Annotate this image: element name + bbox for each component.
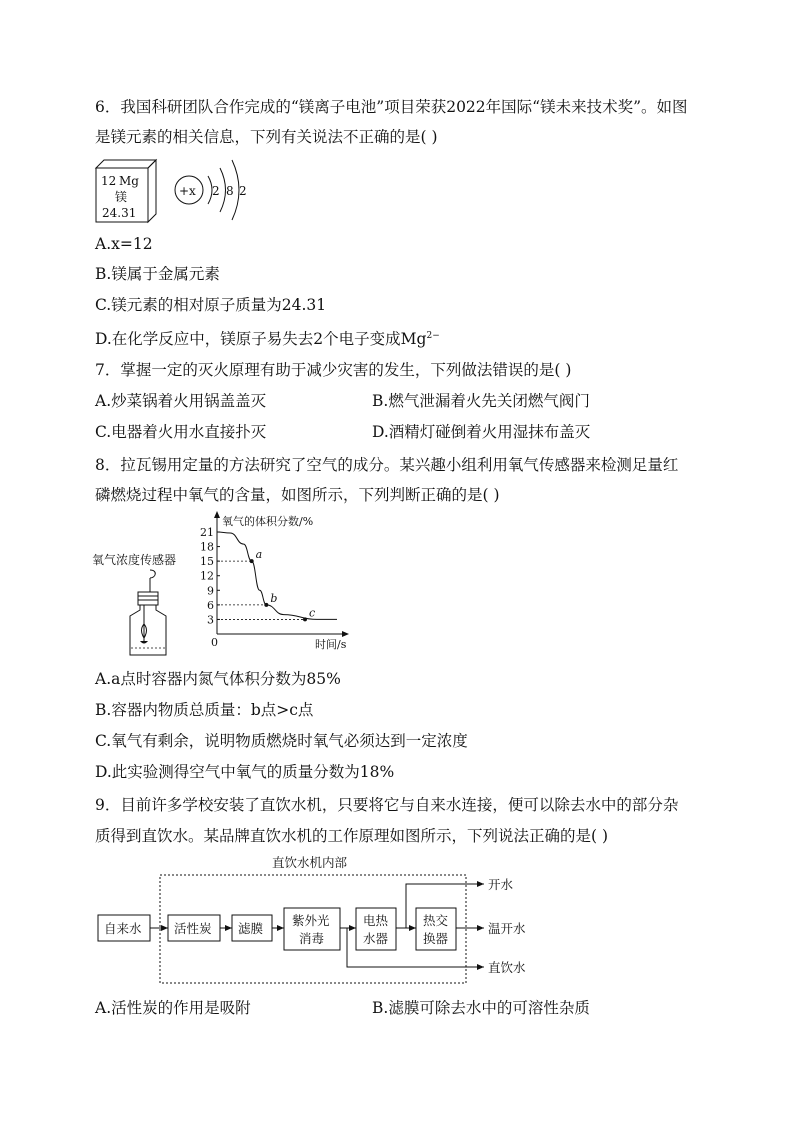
q7-option-c: C.电器着火用水直接扑灭 — [95, 423, 267, 441]
y-tick-label: 6 — [207, 598, 214, 612]
q6-option-c: C.镁元素的相对原子质量为24.31 — [95, 296, 327, 314]
shell-1-electrons: 2 — [212, 184, 220, 198]
q6-option-b: B.镁属于金属元素 — [95, 265, 220, 283]
x-axis-label: 时间/s — [315, 638, 347, 651]
oxygen-chart — [197, 508, 357, 656]
q7-stem: 7．掌握一定的灭火原理有助于减少灾害的发生，下列做法错误的是( ) — [95, 361, 572, 379]
sensor-label: 氧气浓度传感器 — [92, 553, 177, 567]
element-name: 镁 — [115, 190, 128, 204]
q8-option-d: D.此实验测得空气中氧气的质量分数为18% — [95, 763, 395, 781]
y-tick-label: 12 — [200, 569, 214, 583]
magnesium-atom-structure — [172, 154, 257, 226]
q8-option-b: B.容器内物质总质量：b点>c点 — [95, 701, 314, 719]
point-c — [303, 617, 307, 621]
y-tick-label: 21 — [200, 526, 214, 539]
q8-option-a: A.a点时容器内氮气体积分数为85% — [95, 670, 341, 688]
q6-option-d-text: D.在化学反应中，镁原子易失去2个电子变成Mg — [95, 330, 427, 349]
exchanger-label-line2: 换器 — [423, 931, 449, 946]
point-label-c: c — [309, 606, 316, 620]
diagram-title: 直饮水机内部 — [272, 855, 348, 870]
q6-stem-line1: 6．我国科研团队合作完成的“镁离子电池”项目荣获2022年国际“镁未来技术奖”。如图 — [95, 98, 688, 116]
heater-label-line1: 电热 — [363, 913, 389, 928]
element-number: 12 — [101, 174, 117, 188]
point-a — [250, 559, 254, 563]
nucleus-charge: +x — [179, 184, 196, 198]
y-tick-label: 15 — [200, 555, 214, 569]
point-label-a: a — [255, 548, 263, 562]
q9-option-a: A.活性炭的作用是吸附 — [95, 999, 251, 1017]
filter-membrane-label: 滤膜 — [238, 921, 264, 936]
y-tick-label: 18 — [200, 540, 214, 554]
y-tick-label: 3 — [207, 613, 214, 627]
q6-option-d-superscript: 2− — [426, 331, 440, 341]
element-symbol: Mg — [119, 174, 139, 188]
y-axis-arrow — [214, 511, 220, 518]
shell-2-electrons: 8 — [226, 184, 234, 198]
uv-label-line2: 消毒 — [299, 931, 325, 946]
element-mass: 24.31 — [102, 206, 137, 220]
q7-option-a: A.炒菜锅着火用锅盖盖灭 — [95, 392, 267, 410]
y-tick-label: 9 — [207, 584, 214, 598]
oxygen-curve — [217, 532, 337, 619]
boiled-water-output: 开水 — [488, 877, 514, 892]
q7-option-d: D.酒精灯碰倒着火用湿抹布盖灭 — [372, 423, 591, 441]
warm-water-output: 温开水 — [488, 921, 526, 936]
q6-stem-line2: 是镁元素的相关信息，下列有关说法不正确的是( ) — [95, 128, 438, 146]
magnesium-element-cell — [92, 158, 162, 224]
q9-option-b: B.滤膜可除去水中的可溶性杂质 — [372, 999, 590, 1017]
q7-option-b: B.燃气泄漏着火先关闭燃气阀门 — [372, 392, 590, 410]
q8-stem-line1: 8．拉瓦锡用定量的方法研究了空气的成分。某兴趣小组利用氧气传感器来检测足量红 — [95, 456, 679, 474]
heater-label-line2: 水器 — [363, 931, 389, 946]
q8-option-c: C.氧气有剩余，说明物质燃烧时氧气必须达到一定浓度 — [95, 732, 468, 750]
water-dispenser-diagram — [92, 850, 542, 990]
point-b — [264, 603, 268, 607]
drinking-water-output: 直饮水 — [488, 960, 526, 975]
q6-option-d — [95, 326, 440, 349]
exchanger-label-line1: 热交 — [423, 913, 449, 928]
point-label-b: b — [270, 591, 278, 605]
origin-label: 0 — [211, 636, 218, 649]
shell-3-electrons: 2 — [239, 184, 247, 198]
uv-label-line1: 紫外光 — [292, 913, 330, 928]
activated-carbon-label: 活性炭 — [174, 921, 212, 936]
tap-water-label: 自来水 — [104, 921, 142, 936]
oxygen-sensor-apparatus — [92, 548, 202, 658]
y-axis-label: 氧气的体积分数/% — [222, 515, 314, 528]
q9-stem-line1: 9．目前许多学校安装了直饮水机，只要将它与自来水连接，便可以除去水中的部分杂 — [95, 796, 679, 814]
x-axis-arrow — [342, 631, 349, 637]
q9-stem-line2: 质得到直饮水。某品牌直饮水机的工作原理如图所示，下列说法正确的是( ) — [95, 827, 609, 845]
q8-stem-line2: 磷燃烧过程中氧气的含量，如图所示，下列判断正确的是( ) — [95, 486, 500, 504]
q6-option-a: A.x=12 — [95, 235, 153, 253]
